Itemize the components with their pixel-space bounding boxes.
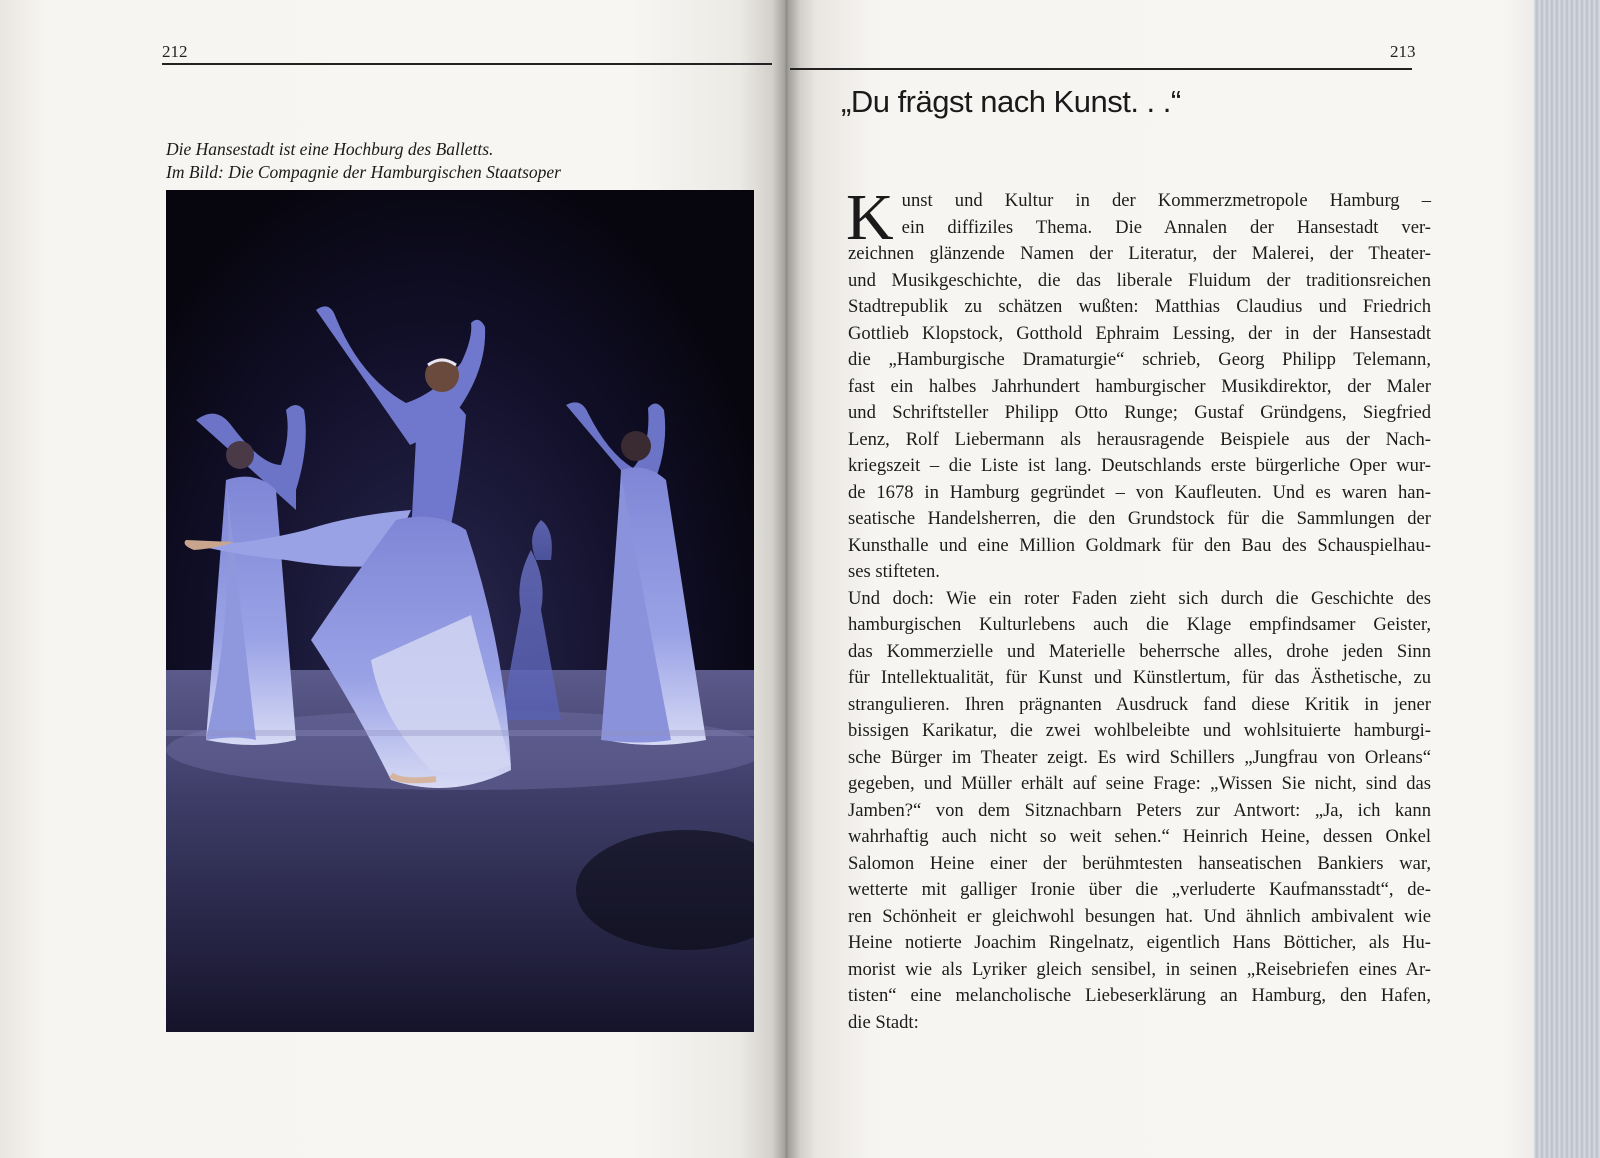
left-page bbox=[0, 0, 786, 1158]
caption-line-1: Die Hansestadt ist eine Hochburg des Balletts. bbox=[166, 139, 494, 159]
text-line: Jamben?“ von dem Sitznachbarn Peters zur Antwort: „Ja, ich kann bbox=[848, 799, 1431, 821]
body-text bbox=[846, 181, 1431, 1036]
text-line: das Kommerzielle und Materielle beherrsche alles, drohe jeden Sinn bbox=[848, 640, 1431, 662]
text-line: und Schriftsteller Philipp Otto Runge; Gustaf Gründgens, Siegfried bbox=[848, 402, 1431, 423]
text-line: wetterte mit galliger Ironie über die „verluderte Kaufmansstadt“, de- bbox=[848, 879, 1431, 900]
text-line: ses stifteten. bbox=[848, 561, 940, 582]
text-line: ren Schönheit er gleichwohl besungen hat. Und ähnlich ambivalent wie bbox=[848, 905, 1431, 927]
page-number-right: 213 bbox=[1390, 42, 1416, 61]
text-line: Lenz, Rolf Liebermann als herausragende Beispiele aus der Nach- bbox=[848, 428, 1431, 450]
text-line: sche Bürger im Theater zeigt. Es wird Schillers „Jungfrau von Orleans“ bbox=[848, 746, 1431, 768]
text-line: ein diffiziles Thema. Die Annalen der Hansestadt ver- bbox=[901, 216, 1431, 238]
text-line: Salomon Heine einer der berühmtesten hanseatischen Bankiers war, bbox=[848, 852, 1431, 874]
photo-caption bbox=[166, 138, 561, 184]
text-line: morist wie als Lyriker gleich sensibel, in seinen „Reisebriefen eines Ar- bbox=[848, 958, 1431, 980]
text-line: Kunsthalle und eine Million Goldmark für den Bau des Schauspielhau- bbox=[848, 534, 1431, 556]
text-line: die „Hamburgische Dramaturgie“ schrieb, Georg Philipp Telemann, bbox=[848, 349, 1431, 370]
text-line: fast ein halbes Jahrhundert hamburgischer Musikdirektor, der Maler bbox=[848, 375, 1431, 397]
caption-line-2: Im Bild: Die Compagnie der Hamburgischen Staatsoper bbox=[166, 162, 561, 182]
text-line: de 1678 in Hamburg gegründet – von Kaufleuten. Und es waren han- bbox=[848, 481, 1431, 503]
header-rule-left bbox=[162, 63, 772, 65]
text-line: Stadtrepublik zu schätzen wußten: Matthias Claudius und Friedrich bbox=[848, 296, 1431, 317]
chapter-heading: „Du frägst nach Kunst. . .“ bbox=[841, 84, 1181, 119]
text-line: Und doch: Wie ein roter Faden zieht sich durch die Geschichte des bbox=[848, 587, 1431, 609]
text-line: zeichnen glänzende Namen der Literatur, der Malerei, der Theater- bbox=[848, 243, 1431, 264]
text-line: Gottlieb Klopstock, Gotthold Ephraim Lessing, der in der Hansestadt bbox=[848, 322, 1431, 344]
text-line: und Musikgeschichte, die das liberale Fluidum der traditionsreichen bbox=[848, 269, 1431, 291]
paragraph-2 bbox=[848, 586, 1431, 1037]
page-edges bbox=[1534, 0, 1600, 1158]
drop-cap: K bbox=[846, 181, 894, 254]
text-line: Heine notierte Joachim Ringelnatz, eigentlich Hans Bötticher, als Hu- bbox=[848, 932, 1431, 953]
text-line: hamburgischen Kulturlebens auch die Klage empfindsamer Geister, bbox=[848, 614, 1431, 635]
page-number-left: 212 bbox=[162, 42, 188, 61]
text-line: für Intellektualität, für Kunst und Künstlertum, für das Ästhetische, zu bbox=[848, 667, 1431, 688]
text-line: bissigen Karikatur, die zwei wohlbeleibte und wohlsituierte hamburgi- bbox=[848, 720, 1431, 741]
text-line: kriegszeit – die Liste ist lang. Deutschlands erste bürgerliche Oper wur- bbox=[848, 455, 1431, 476]
text-line: tisten“ eine melancholische Liebeserklärung an Hamburg, den Hafen, bbox=[848, 985, 1431, 1006]
paragraph-1 bbox=[846, 181, 1431, 586]
text-line: unst und Kultur in der Kommerzmetropole Hamburg – bbox=[901, 190, 1431, 211]
text-line: strangulieren. Ihren prägnanten Ausdruck fand diese Kritik in jener bbox=[848, 693, 1431, 715]
ballet-photo bbox=[166, 190, 754, 1032]
book-gutter bbox=[772, 0, 800, 1158]
text-line: seatische Handelsherren, die den Grundstock für die Sammlungen der bbox=[848, 508, 1431, 529]
header-rule-right bbox=[790, 68, 1412, 70]
text-line: wahrhaftig auch nicht so weit sehen.“ Heinrich Heine, dessen Onkel bbox=[848, 826, 1431, 847]
text-line: gegeben, und Müller erhält auf seine Frage: „Wissen Sie nicht, sind das bbox=[848, 773, 1431, 794]
text-line: die Stadt: bbox=[848, 1011, 919, 1033]
